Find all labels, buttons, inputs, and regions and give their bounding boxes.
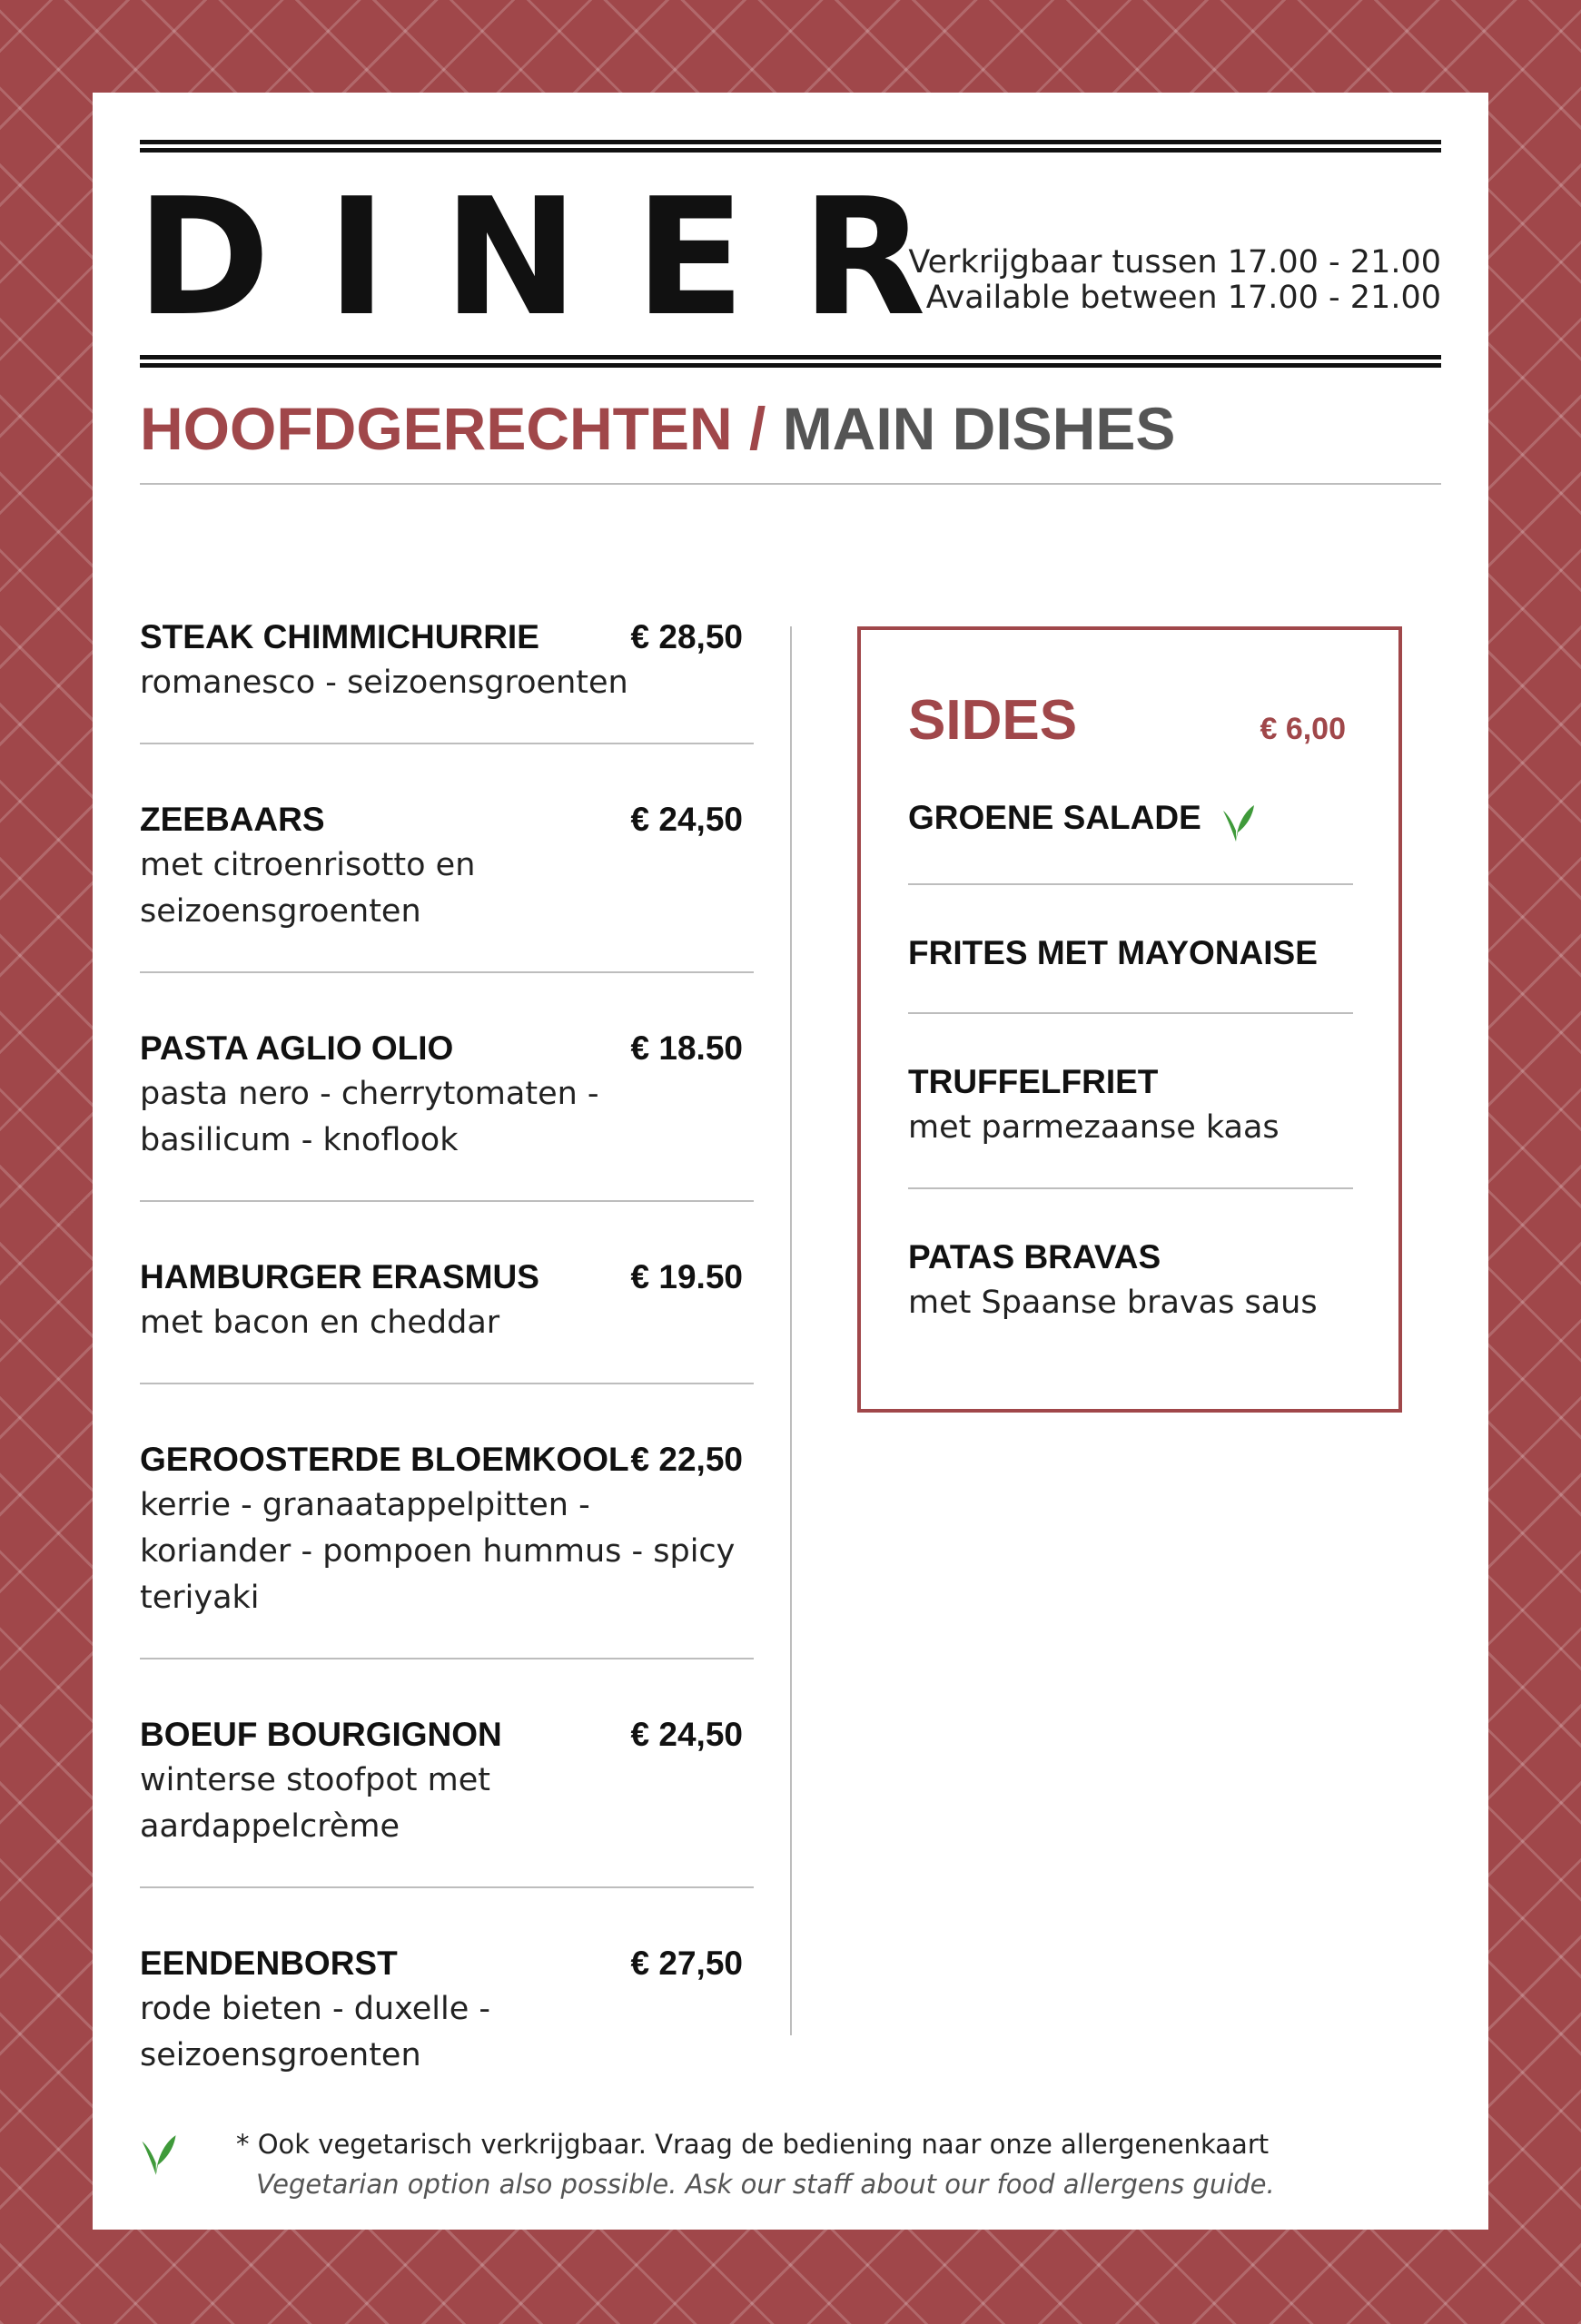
side-name: FRITES MET MAYONAISE (908, 933, 1318, 971)
dish-price: € 28,50 (630, 618, 743, 655)
dish-description: met citroenrisotto en seizoensgroenten (140, 847, 476, 930)
menu-item (140, 1026, 754, 1202)
dish-description: kerrie - granaatappelpitten - koriander - pompoen hummus - spicy teriyaki (140, 1487, 736, 1616)
header-bottom-rule (140, 355, 1441, 368)
footnote-dutch: * Ook vegetarisch verkrijgbaar. Vraag de bediening naar onze allergenenkaart (236, 2129, 1270, 2160)
menu-card (93, 93, 1488, 2230)
section-heading-english: MAIN DISHES (782, 395, 1176, 462)
availability-info (908, 245, 1441, 316)
dish-description: winterse stoofpot met aardappelcrème (140, 1762, 491, 1845)
side-name: TRUFFELFRIET (908, 1062, 1159, 1100)
menu-title: DINER (136, 163, 983, 351)
footnote-english: Vegetarian option also possible. Ask our staff about our food allergens guide. (256, 2169, 1275, 2200)
menu-item (140, 615, 754, 744)
dish-price: € 19.50 (630, 1258, 743, 1295)
section-heading-rule (140, 483, 1441, 485)
vegetarian-leaf-icon (1221, 803, 1256, 847)
column-divider (790, 626, 792, 2035)
side-name: GROENE SALADE (908, 799, 1201, 836)
dish-description: rode bieten - duxelle - seizoensgroenten (140, 1991, 491, 2073)
menu-item (140, 1941, 754, 2079)
side-name: PATAS BRAVAS (908, 1237, 1161, 1275)
menu-item (140, 1712, 754, 1888)
dish-price: € 24,50 (630, 1716, 743, 1753)
side-description: met Spaanse bravas saus (908, 1284, 1318, 1321)
menu-item (140, 1437, 754, 1659)
side-item (908, 1235, 1353, 1326)
dish-price: € 27,50 (630, 1945, 743, 1982)
dish-price: € 24,50 (630, 801, 743, 838)
dish-name: BOEUF BOURGIGNON (140, 1716, 502, 1753)
section-heading (140, 394, 1175, 463)
side-item (908, 795, 1353, 885)
dish-name: EENDENBORST (140, 1945, 398, 1982)
availability-dutch: Verkrijgbaar tussen 17.00 - 21.00 (908, 244, 1441, 281)
vegetarian-leaf-icon (140, 2133, 178, 2181)
dish-name: ZEEBAARS (140, 801, 325, 838)
section-heading-separator: / (732, 395, 783, 462)
dish-name: PASTA AGLIO OLIO (140, 1029, 454, 1067)
sides-list (908, 795, 1353, 1326)
dish-price: € 22,50 (630, 1441, 743, 1478)
sides-panel (857, 626, 1402, 1413)
dish-name: GEROOSTERDE BLOEMKOOL (140, 1441, 629, 1478)
side-item (908, 1059, 1353, 1189)
header-top-rule (140, 140, 1441, 153)
main-dishes-list (140, 615, 754, 2079)
menu-item (140, 1255, 754, 1384)
sides-price: € 6,00 (1260, 712, 1346, 746)
dish-price: € 18.50 (630, 1029, 743, 1067)
dish-description: pasta nero - cherrytomaten - basilicum - knoflook (140, 1076, 599, 1158)
menu-item (140, 797, 754, 973)
dish-name: HAMBURGER ERASMUS (140, 1258, 539, 1295)
dish-description: romanesco - seizoensgroenten (140, 665, 628, 701)
side-item (908, 931, 1353, 1014)
dish-name: STEAK CHIMMICHURRIE (140, 618, 539, 655)
availability-english: Available between 17.00 - 21.00 (925, 280, 1441, 316)
side-description: met parmezaanse kaas (908, 1108, 1280, 1146)
dish-description: met bacon en cheddar (140, 1305, 500, 1341)
section-heading-dutch: HOOFDGERECHTEN (140, 395, 733, 462)
sides-title: SIDES (908, 689, 1078, 752)
